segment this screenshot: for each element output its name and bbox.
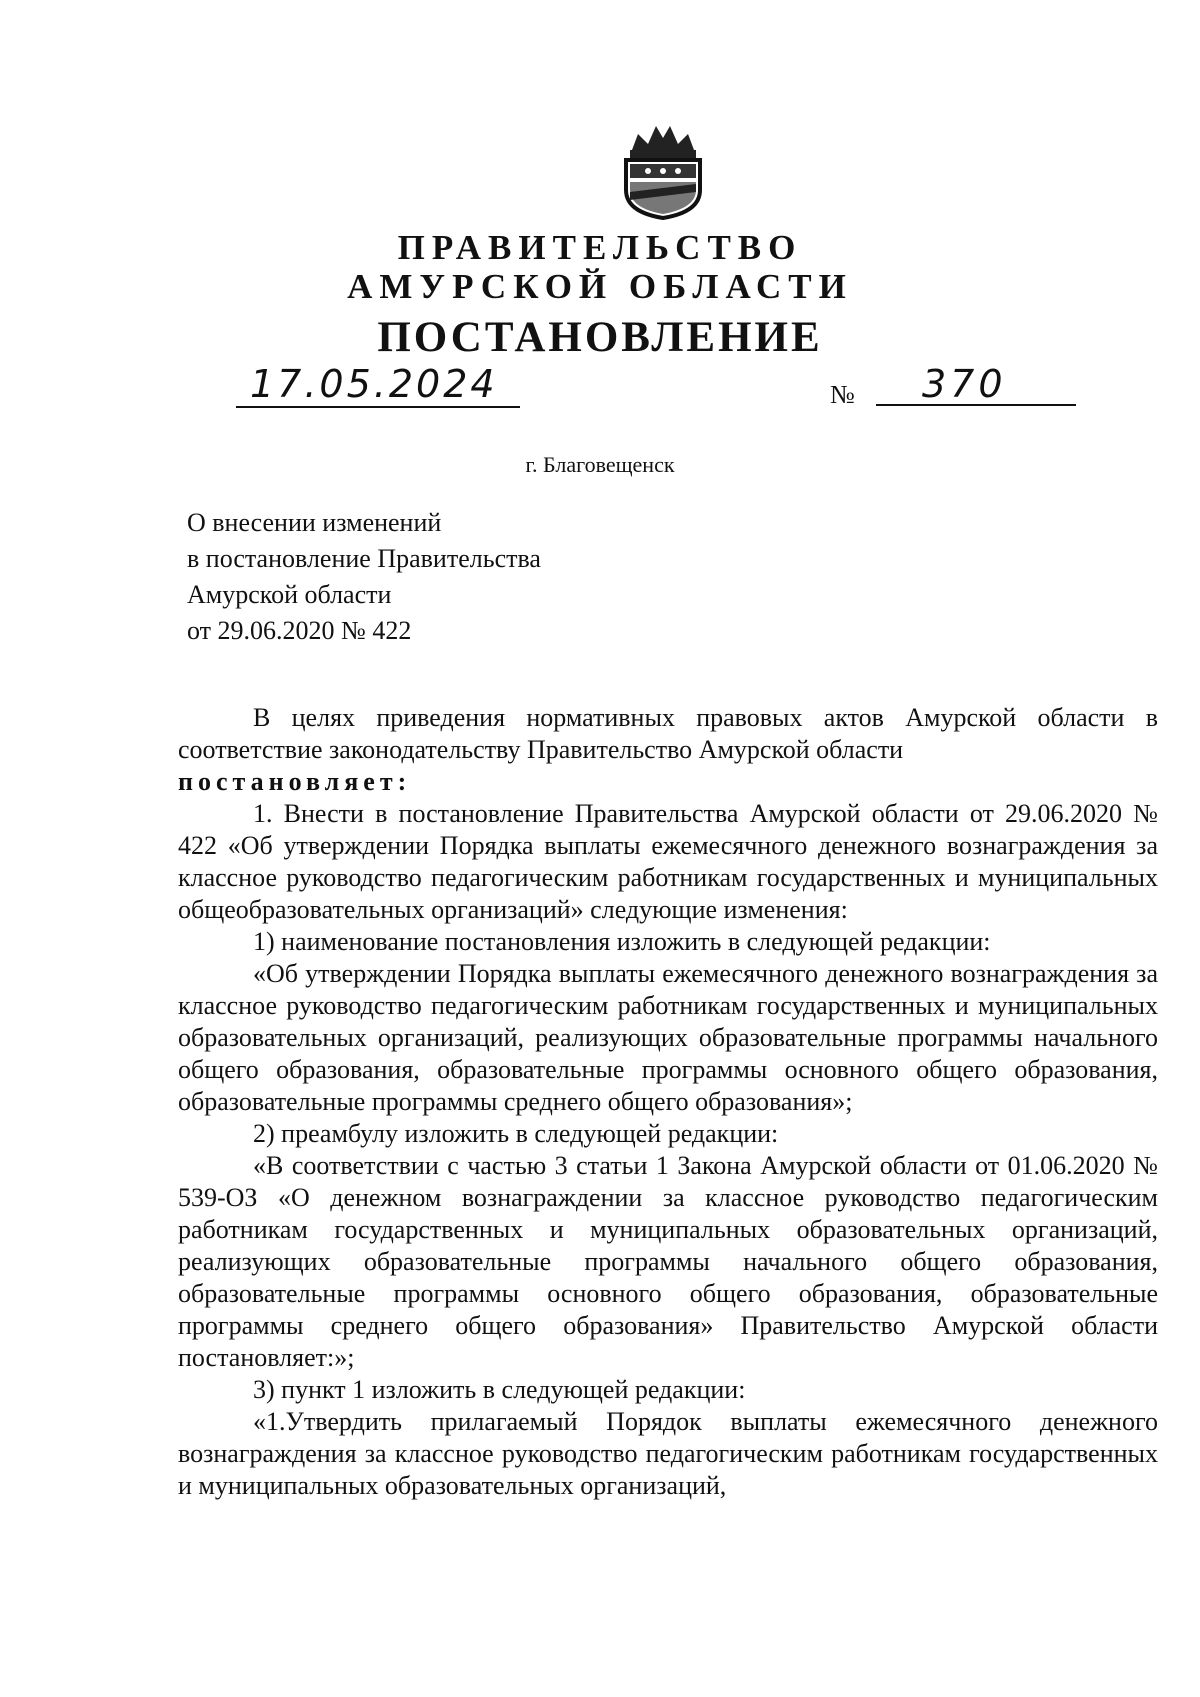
title-line: О внесении изменений <box>187 508 442 537</box>
subclause-1-paragraph: 1) наименование постановления изложить в следующей редакции: <box>253 927 991 956</box>
subclause-2-paragraph: 2) преамбулу изложить в следующей редакции: <box>253 1119 779 1148</box>
amur-region-coat-of-arms-icon <box>618 120 708 220</box>
title-line: от 29.06.2020 № 422 <box>187 616 412 645</box>
new-preamble-paragraph: «В соответствии с частью 3 статьи 1 Закона Амурской области от 01.06.2020 № 539-ОЗ «О денежном вознаграждении за классное руководство педагогическим работникам государственных и муниципальных образовательных организаций, реализующих образовательные программы начального общего образования, образовательные программы основного общего образования, образовательные программы среднего общего образования» Правительство Амурской области постановляет:»; <box>178 1151 1158 1372</box>
subclause-3-paragraph: 3) пункт 1 изложить в следующей редакции: <box>253 1375 746 1404</box>
number-sign: № <box>830 380 855 409</box>
new-clause-1-paragraph: «1.Утвердить прилагаемый Порядок выплаты ежемесячного денежного вознаграждения за классное руководство педагогическим работникам государственных и муниципальных образовательных организаций, <box>178 1407 1158 1500</box>
document-number: 370 <box>876 362 1076 406</box>
title-line: Амурской области <box>187 580 392 609</box>
city: г. Благовещенск <box>525 452 675 477</box>
document-date: 17.05.2024 <box>236 362 520 408</box>
clause-1-paragraph: 1. Внести в постановление Правительства Амурской области от 29.06.2020 № 422 «Об утверждении Порядка выплаты ежемесячного денежного вознаграждения за классное руководство педагогическим работникам государственных и муниципальных общеобразовательных организаций» следующие изменения: <box>178 799 1158 924</box>
document-kind: ПОСТАНОВЛЕНИЕ <box>377 314 823 361</box>
preamble-paragraph: В целях приведения нормативных правовых актов Амурской области в соответствие законодательству Правительство Амурской области <box>178 703 1158 764</box>
government-name-line1: ПРАВИТЕЛЬСТВО <box>397 228 803 267</box>
title-line: в постановление Правительства <box>187 544 541 573</box>
document-title <box>187 505 541 649</box>
new-name-paragraph: «Об утверждении Порядка выплаты ежемесячного денежного вознаграждения за классное руководство педагогическим работникам государственных и муниципальных образовательных организаций, реализующих образовательные программы начального общего образования, образовательные программы основного общего образования, образовательные программы среднего общего образования»; <box>178 959 1158 1116</box>
resolves-word: постановляет: <box>178 767 412 796</box>
document-body <box>178 702 1158 1502</box>
government-name-line2: АМУРСКОЙ ОБЛАСТИ <box>347 267 853 306</box>
